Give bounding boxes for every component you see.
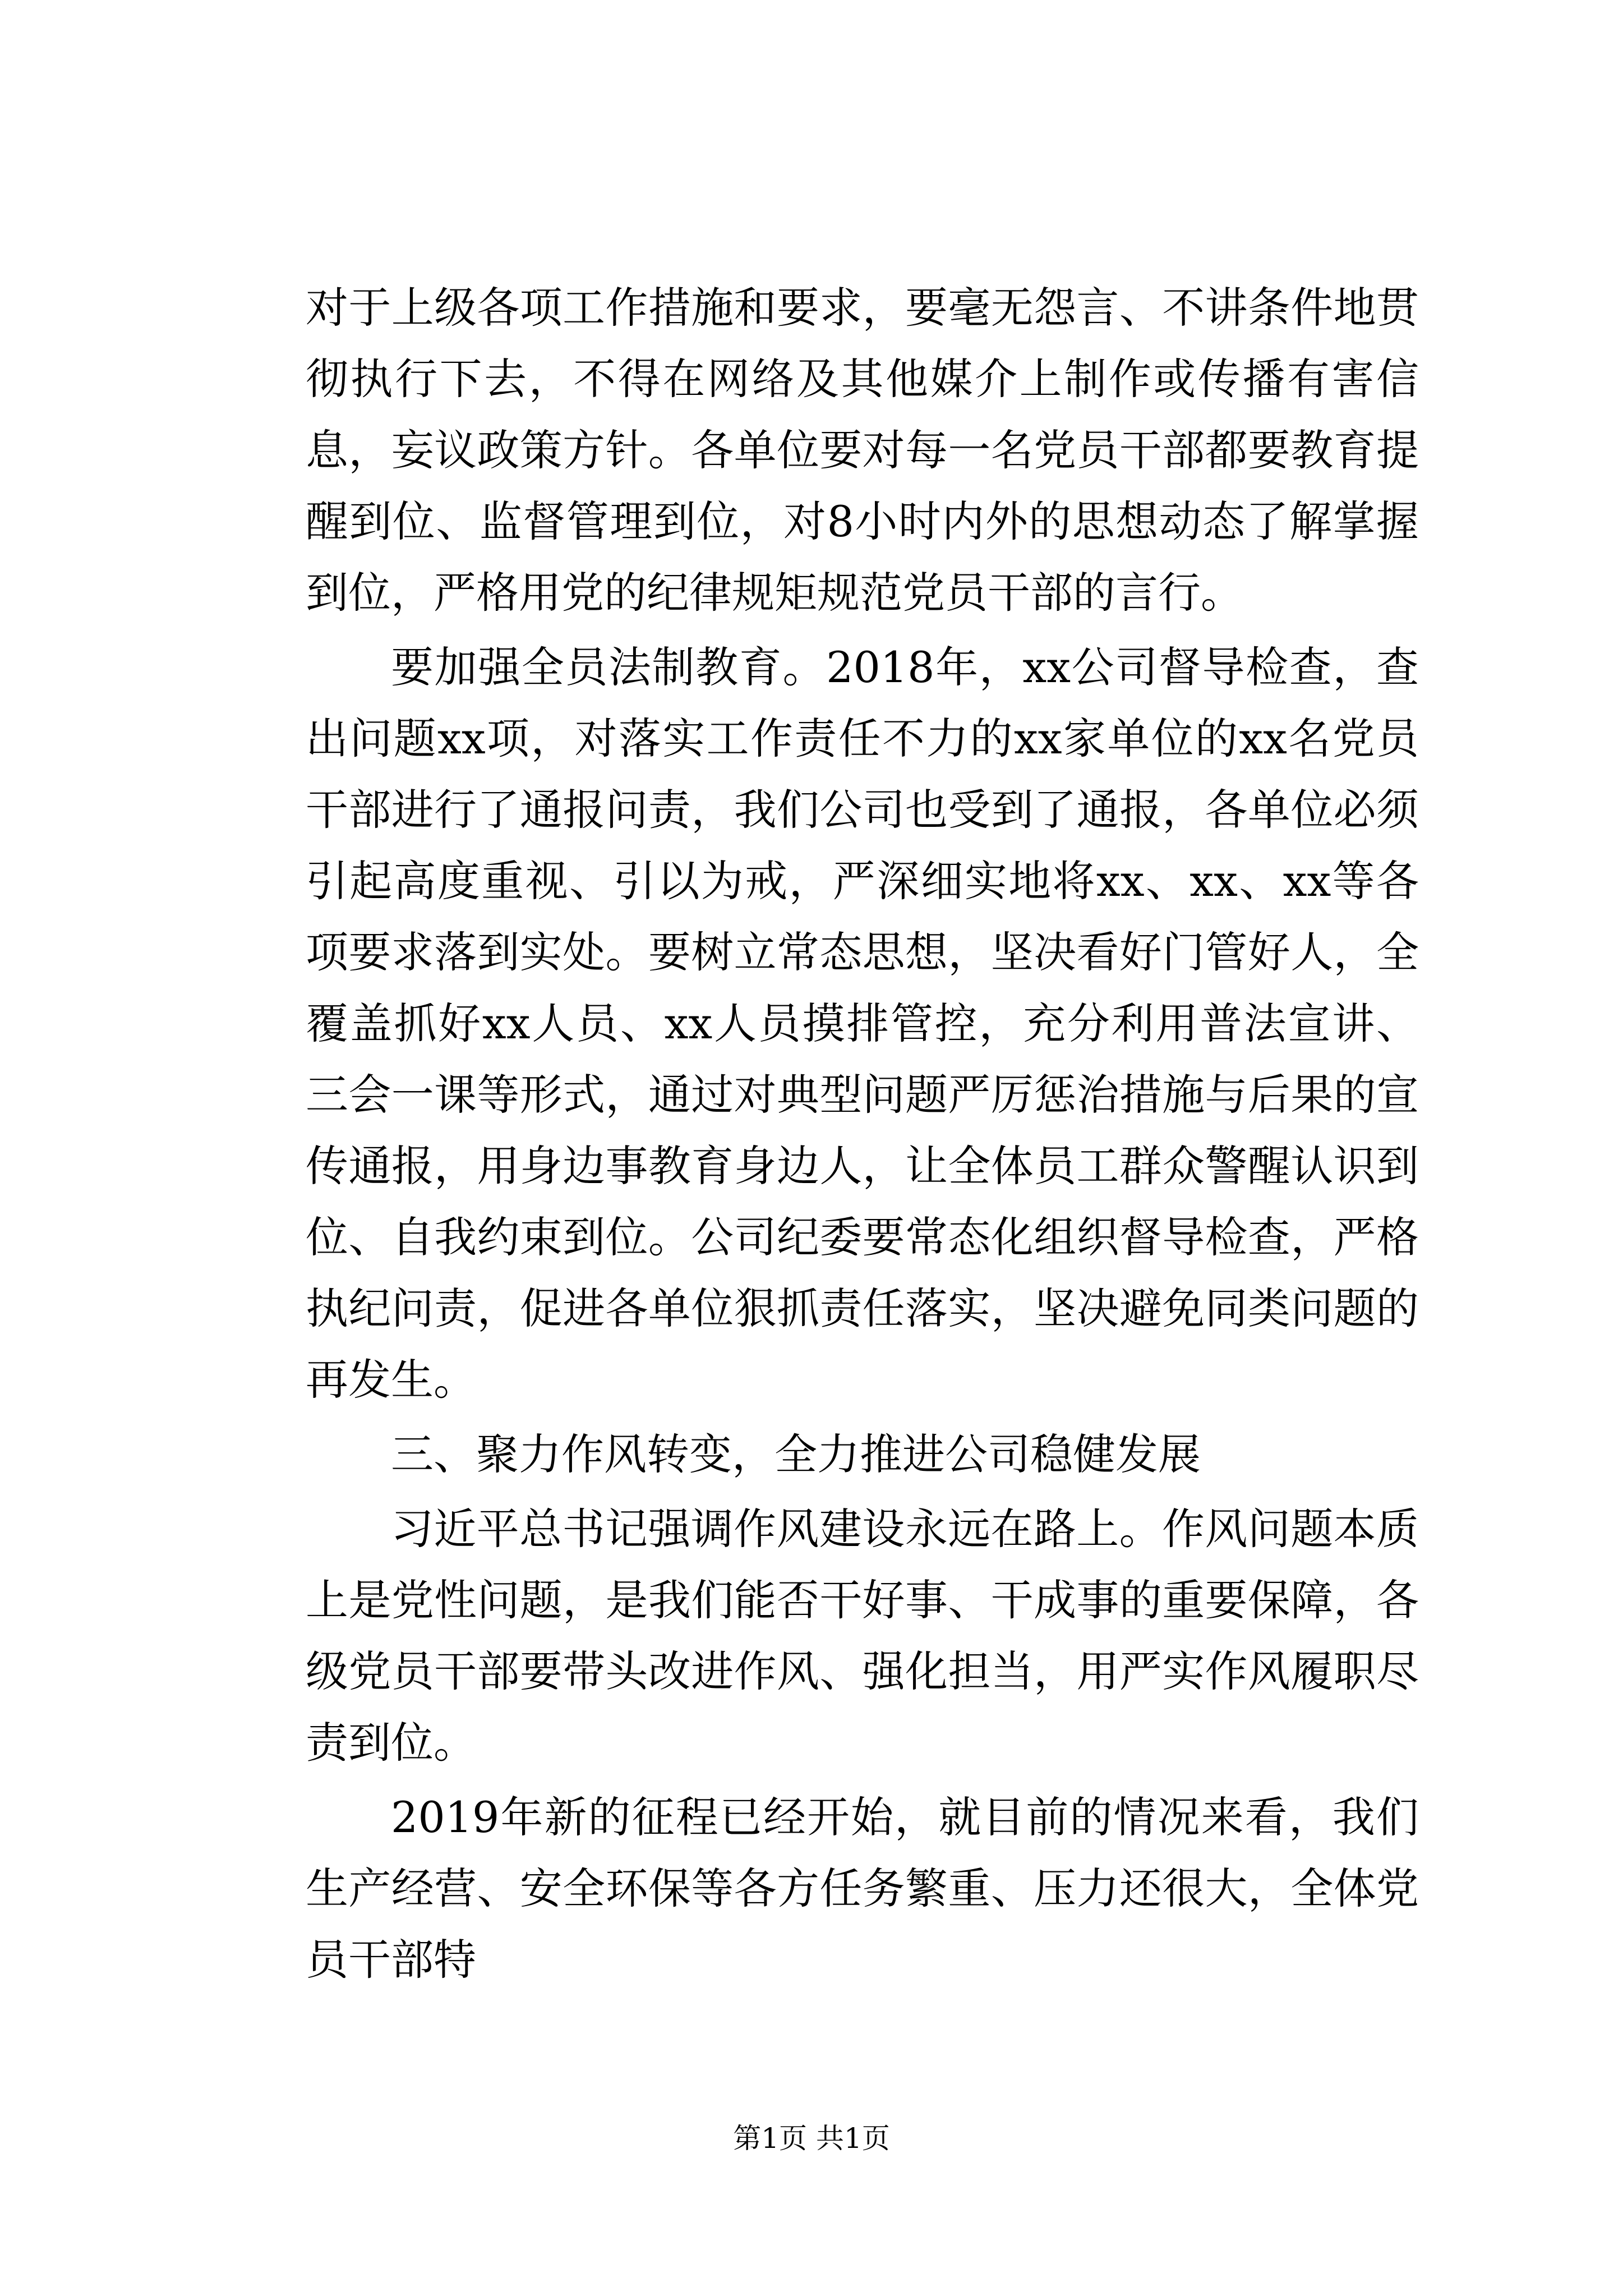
paragraph-3: 习近平总书记强调作风建设永远在路上。作风问题本质上是党性问题，是我们能否干好事、干成事的重要保障，各级党员干部要带头改进作风、强化担当，用严实作风履职尽责到位。: [306, 1504, 1419, 1768]
page-footer: 第1页 共1页: [733, 2122, 890, 2155]
paragraph-2: 要加强全员法制教育。2018年，xx公司督导检查，查出问题xx项，对落实工作责任不力的xx家单位的xx名党员干部进行了通报问责，我们公司也受到了通报，各单位必须引起高度重视、引以为戒，严深细实地将xx、xx、xx等各项要求落到实处。要树立常态思想，坚决看好门管好人，全覆盖抓好xx人员、xx人员摸排管控，充分利用普法宣讲、三会一课等形式，通过对典型问题严厉惩治措施与后果的宣传通报，用身边事教育身边人，让全体员工群众警醒认识到位、自我约束到位。公司纪委要常态化组织督导检查，严格执纪问责，促进各单位狠抓责任落实，坚决避免同类问题的再发生。: [306, 642, 1419, 1405]
section-heading: 三、聚力作风转变，全力推进公司稳健发展: [391, 1429, 1201, 1479]
paragraph-4: 2019年新的征程已经开始，就目前的情况来看，我们生产经营、安全环保等各方任务繁重、压力还很大，全体党员干部特: [306, 1792, 1419, 1985]
document-body: [306, 272, 1419, 1999]
paragraph-1: 对于上级各项工作措施和要求，要毫无怨言、不讲条件地贯彻执行下去，不得在网络及其他媒介上制作或传播有害信息，妄议政策方针。各单位要对每一名党员干部都要教育提醒到位、监督管理到位，对8小时内外的思想动态了解掌握到位，严格用党的纪律规矩规范党员干部的言行。: [306, 283, 1419, 618]
